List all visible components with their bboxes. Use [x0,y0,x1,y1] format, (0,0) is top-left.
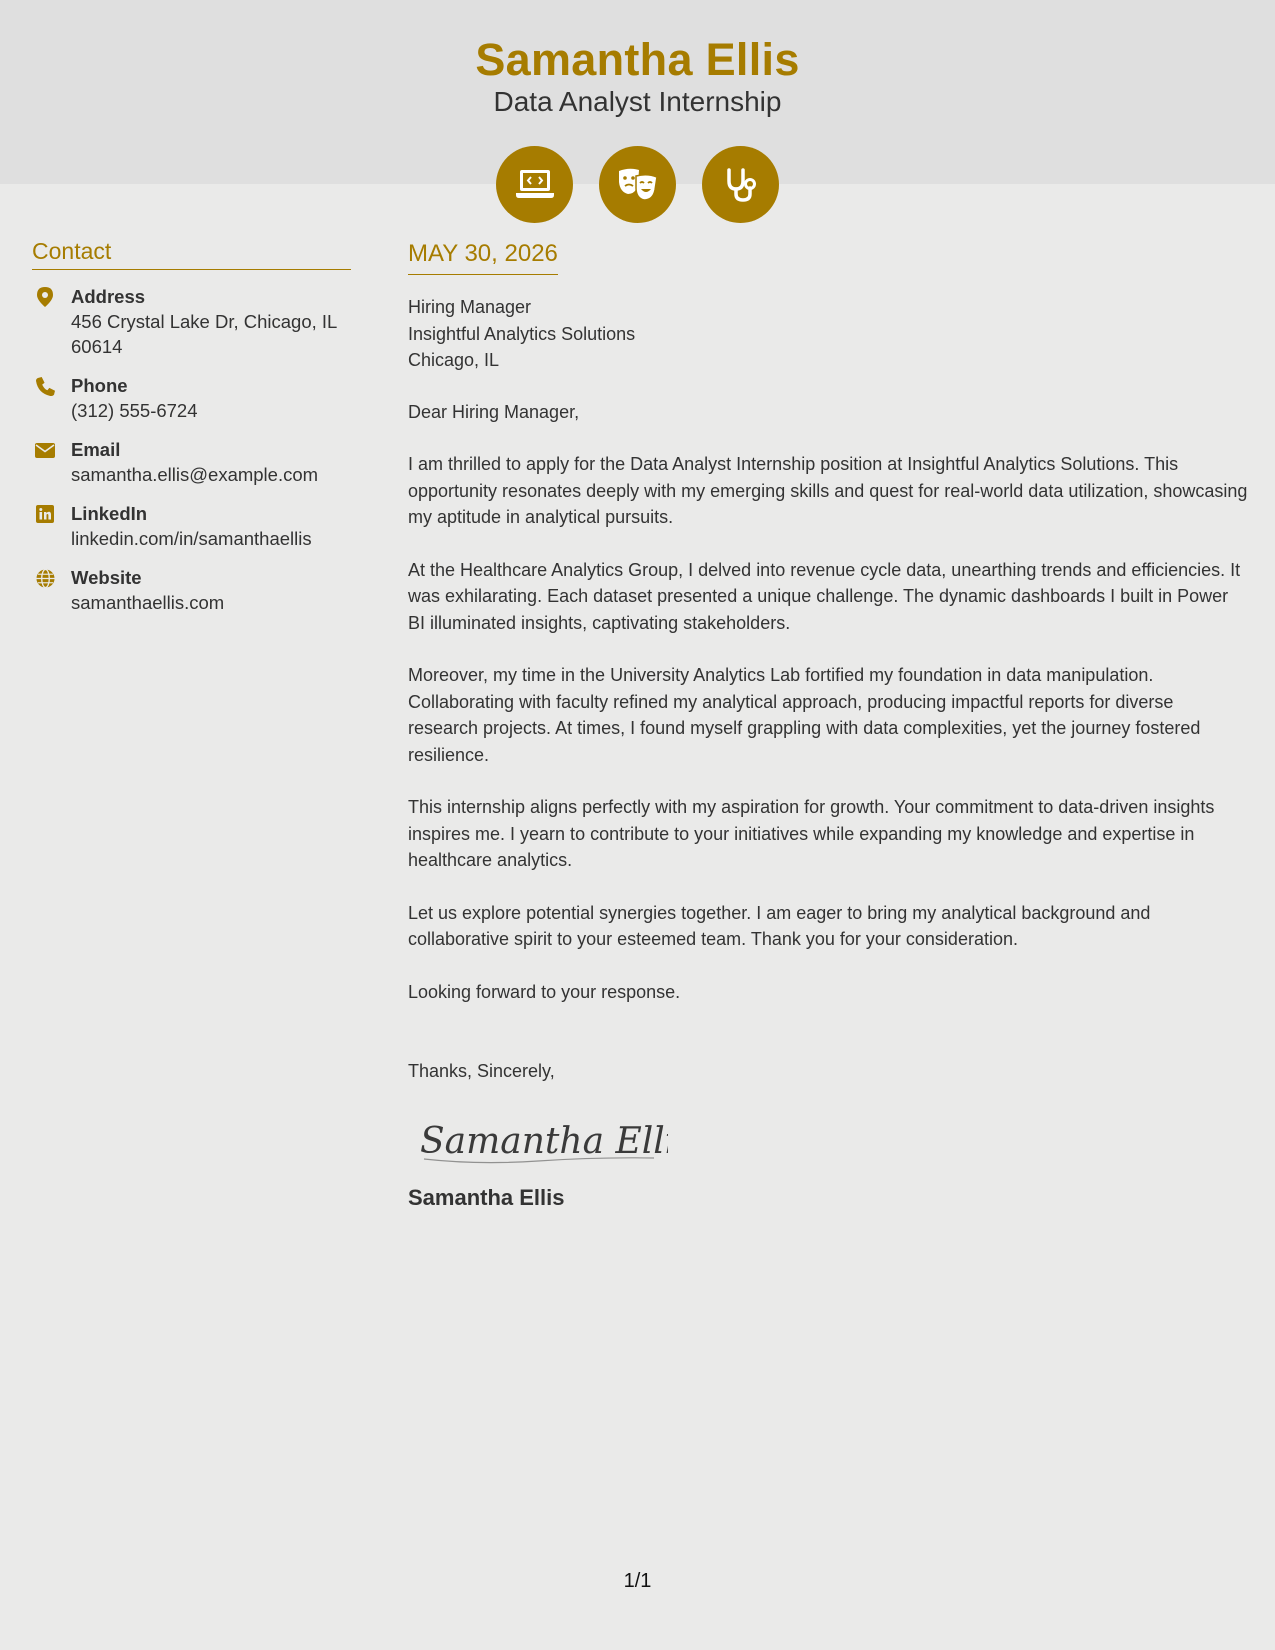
phone-value: (312) 555-6724 [71,400,198,421]
closing: Thanks, Sincerely, [408,1061,555,1081]
linkedin-label: LinkedIn [71,503,148,524]
contact-website [32,565,351,615]
body-paragraph: Moreover, my time in the University Analytics Lab fortified my foundation in data manipulation. Collaborating with faculty refined my analytical approach, producing impactful reports for diverse research projects. At times, I found myself grappling with data complexities, yet the journey fostered resilience. [408,665,1201,765]
map-marker-icon [35,287,55,307]
contact-phone [32,373,351,423]
linkedin-value: linkedin.com/in/samanthaellis [71,528,312,549]
signer-name: Samantha Ellis [408,1184,565,1210]
address-value: 456 Crystal Lake Dr, Chicago, IL 60614 [71,311,337,357]
svg-text:Samantha Ellis: Samantha Ellis [420,1120,668,1162]
stethoscope-icon [724,167,758,203]
phone-label: Phone [71,375,128,396]
letter-body [408,240,1248,1211]
website-value: samanthaellis.com [71,592,225,613]
recipient-company: Insightful Analytics Solutions [408,323,636,344]
job-title: Data Analyst Internship [493,86,782,117]
body-paragraph: This internship aligns perfectly with my aspiration for growth. Your commitment to data-driven insights inspires me. I yearn to contribute to your initiatives while expanding my knowledge and expertise in healthcare analytics. [408,797,1215,870]
email-label: Email [71,439,121,460]
recipient-block [408,294,1248,374]
interest-icons [496,146,779,224]
contact-sidebar [32,238,351,615]
phone-icon [35,376,55,396]
body-paragraph: Let us explore potential synergies together. I am eager to bring my analytical background and collaborative spirit to your esteemed team. Thank you for your consideration. [408,902,1151,949]
contact-address [32,284,351,359]
body-paragraph: Looking forward to your response. [408,981,681,1002]
website-label: Website [71,567,142,588]
linkedin-icon [35,504,55,524]
email-value: samantha.ellis@example.com [71,464,319,485]
letter-date: MAY 30, 2026 [408,240,558,275]
salutation: Dear Hiring Manager, [408,401,580,422]
page-number: 1/1 [623,1570,652,1592]
address-label: Address [71,286,146,307]
body-paragraph: At the Healthcare Analytics Group, I delved into revenue cycle data, unearthing trends and efficiencies. It was exhilarating. Each dataset presented a unique challenge. The dynamic dashboards I built in Power BI illuminated insights, captivating stakeholders. [408,559,1241,633]
laptop-code-icon [515,168,555,202]
handwritten-signature [418,1109,1248,1169]
body-paragraph: I am thrilled to apply for the Data Analyst Internship position at Insightful Analytics Solutions. This opportunity resonates deeply with my emerging skills and quest for real-world data utilization, showcasing my aptitude in analytical pursuits. [408,454,1248,527]
contact-linkedin [32,501,351,551]
recipient-location: Chicago, IL [408,350,500,370]
contact-heading: Contact [32,238,351,270]
applicant-name: Samantha Ellis [475,34,800,85]
stethoscope-badge [702,146,779,223]
globe-icon [35,568,55,588]
envelope-icon [35,440,55,460]
contact-email [32,437,351,487]
theater-masks-icon [617,167,659,203]
laptop-code-badge [496,146,573,223]
theater-masks-badge [599,146,676,223]
recipient-title: Hiring Manager [408,297,532,317]
